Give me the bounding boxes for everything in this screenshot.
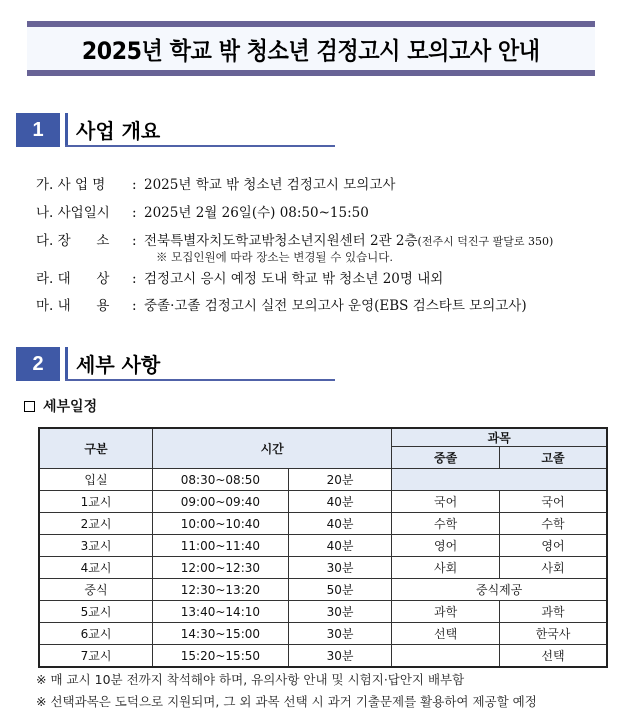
section-2-header	[16, 347, 336, 381]
section-underline	[65, 379, 335, 381]
info-row-name: 가. 사 업 명 : 2025년 학교 밖 청소년 검정고시 모의고사	[36, 173, 395, 193]
info-row-target: 라. 대 상 : 검정고시 응시 예정 도내 학교 밖 청소년 20명 내외	[36, 267, 443, 287]
info-label: 다. 장 소	[36, 233, 110, 249]
footnote-seating: ※ 매 교시 10분 전까지 착석해야 하며, 유의사항 안내 및 시험지·답안지 배부함	[36, 672, 465, 687]
header-category: 구분	[39, 428, 153, 469]
header-subject: 과목	[392, 428, 607, 447]
info-row-location: 다. 장 소 : 전북특별자치도학교밖청소년지원센터 2관 2층(전주시 덕진구 팔달로 350)	[36, 229, 553, 249]
info-row-content: 마. 내 용 : 중졸·고졸 검정고시 실전 모의고사 운영(EBS 검스타트 모의고사)	[36, 294, 527, 314]
info-value: 전북특별자치도학교밖청소년지원센터 2관 2층	[144, 233, 418, 249]
section-divider	[65, 347, 68, 381]
table-row: 6교시 14:30~15:00 30분 선택 한국사	[39, 623, 607, 645]
subheading-text: 세부일정	[43, 399, 98, 415]
table-row: 4교시 12:00~12:30 30분 사회 사회	[39, 557, 607, 579]
schedule-table	[38, 427, 608, 668]
subheading-schedule	[24, 396, 97, 416]
info-label: 가. 사 업 명	[36, 177, 106, 193]
square-bullet-icon	[24, 401, 35, 412]
section-number: 1	[16, 113, 60, 147]
header-time: 시간	[153, 428, 392, 469]
section-title: 세부 사항	[76, 353, 161, 377]
footnote-elective: ※ 선택과목은 도덕으로 지원되며, 그 외 과목 선택 시 과거 기출문제를 활용하여 제공할 예정	[36, 694, 537, 709]
table-row: 1교시 09:00~09:40 40분 국어 국어	[39, 491, 607, 513]
info-label: 마. 내 용	[36, 298, 110, 314]
section-title: 사업 개요	[76, 119, 161, 143]
header-high-school: 고졸	[499, 447, 607, 469]
document-title: 2025년 학교 밖 청소년 검정고시 모의고사 안내	[82, 37, 540, 65]
location-note: ※ 모집인원에 따라 장소는 변경될 수 있습니다.	[156, 250, 394, 264]
table-row: 중식 12:30~13:20 50분 중식제공	[39, 579, 607, 601]
section-number: 2	[16, 347, 60, 381]
info-label: 나. 사업일시	[36, 205, 110, 221]
table-row: 2교시 10:00~10:40 40분 수학 수학	[39, 513, 607, 535]
section-underline	[65, 145, 335, 147]
info-value: 2025년 학교 밖 청소년 검정고시 모의고사	[144, 177, 396, 193]
table-row: 3교시 11:00~11:40 40분 영어 영어	[39, 535, 607, 557]
section-1-header	[16, 113, 336, 147]
info-row-date: 나. 사업일시 : 2025년 2월 26일(수) 08:50~15:50	[36, 201, 369, 221]
table-row: 입실 08:30~08:50 20분	[39, 469, 607, 491]
info-value: 2025년 2월 26일(수) 08:50~15:50	[144, 205, 369, 221]
info-label: 라. 대 상	[36, 271, 110, 287]
header-middle-school: 중졸	[392, 447, 500, 469]
document-title-box	[27, 21, 595, 76]
table-row: 5교시 13:40~14:10 30분 과학 과학	[39, 601, 607, 623]
info-value: 검정고시 응시 예정 도내 학교 밖 청소년 20명 내외	[144, 271, 444, 287]
section-divider	[65, 113, 68, 147]
table-row: 7교시 15:20~15:50 30분 선택	[39, 645, 607, 668]
info-value: 중졸·고졸 검정고시 실전 모의고사 운영(EBS 검스타트 모의고사)	[144, 298, 527, 314]
info-value-address: (전주시 덕진구 팔달로 350)	[417, 235, 554, 248]
